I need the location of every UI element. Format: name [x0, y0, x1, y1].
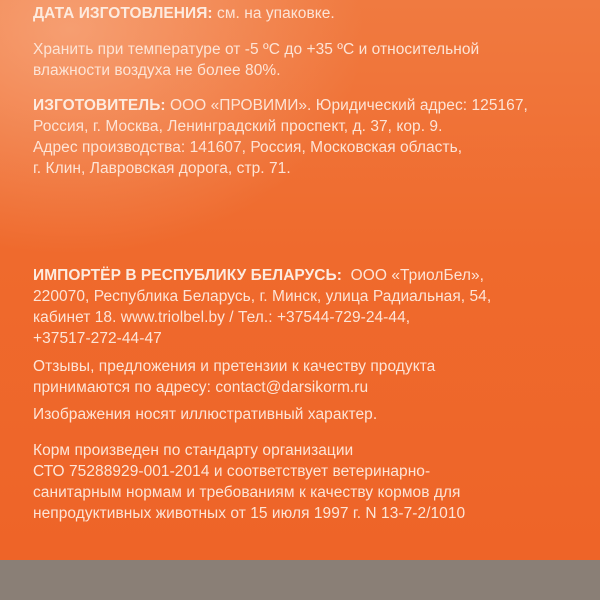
manufacturer-label: ИЗГОТОВИТЕЛЬ:	[33, 97, 166, 114]
disclaimer-line: Изображения носят иллюстративный характер.	[33, 406, 378, 423]
importer-section	[33, 265, 578, 349]
importer-line-2: 220070, Республика Беларусь, г. Минск, улица Радиальная, 54,	[33, 288, 492, 305]
manufacturer-name: ООО «ПРОВИМИ». Юридический адрес: 125167,	[165, 97, 528, 114]
manufacturer-section	[33, 95, 578, 179]
importer-line-4: +37517-272-44-47	[33, 330, 162, 347]
importer-name: ООО «ТриолБел»,	[341, 267, 484, 284]
storage-line-1: Хранить при температуре от -5 ºC до +35 ºC и относительной	[33, 41, 480, 58]
feedback-section	[33, 356, 578, 398]
feedback-line-2: принимаются по адресу: contact@darsikorm.ru	[33, 379, 369, 396]
production-date-line	[33, 3, 578, 24]
importer-line-3: кабинет 18. www.triolbel.by / Тел.: +37544-729-24-44,	[33, 309, 411, 326]
standard-section	[33, 440, 578, 524]
standard-line-1: Корм произведен по стандарту организации	[33, 442, 354, 459]
production-date-value: см. на упаковке.	[212, 5, 335, 22]
standard-line-4: непродуктивных животных от 15 июля 1997 г. N 13-7-2/1010	[33, 505, 466, 522]
production-date-label: ДАТА ИЗГОТОВЛЕНИЯ:	[33, 5, 213, 22]
production-date-section	[33, 3, 578, 24]
storage-line-2: влажности воздуха не более 80%.	[33, 62, 281, 79]
standard-line-2: СТО 75288929-001-2014 и соответствует ветеринарно-	[33, 463, 431, 480]
disclaimer-section	[33, 404, 578, 425]
manufacturer-line-2: Россия, г. Москва, Ленинградский проспект, д. 37, кор. 9.	[33, 118, 443, 135]
standard-line-3: санитарным нормам и требованиям к качеству кормов для	[33, 484, 461, 501]
importer-label: ИМПОРТЁР В РЕСПУБЛИКУ БЕЛАРУСЬ:	[33, 267, 342, 284]
footer-band	[0, 560, 600, 600]
importer-line-1	[33, 265, 578, 286]
manufacturer-line-1	[33, 95, 578, 116]
manufacturer-line-3: Адрес производства: 141607, Россия, Московская область,	[33, 139, 463, 156]
feedback-line-1: Отзывы, предложения и претензии к качеству продукта	[33, 358, 436, 375]
storage-section	[33, 39, 578, 81]
manufacturer-line-4: г. Клин, Лавровская дорога, стр. 71.	[33, 160, 291, 177]
